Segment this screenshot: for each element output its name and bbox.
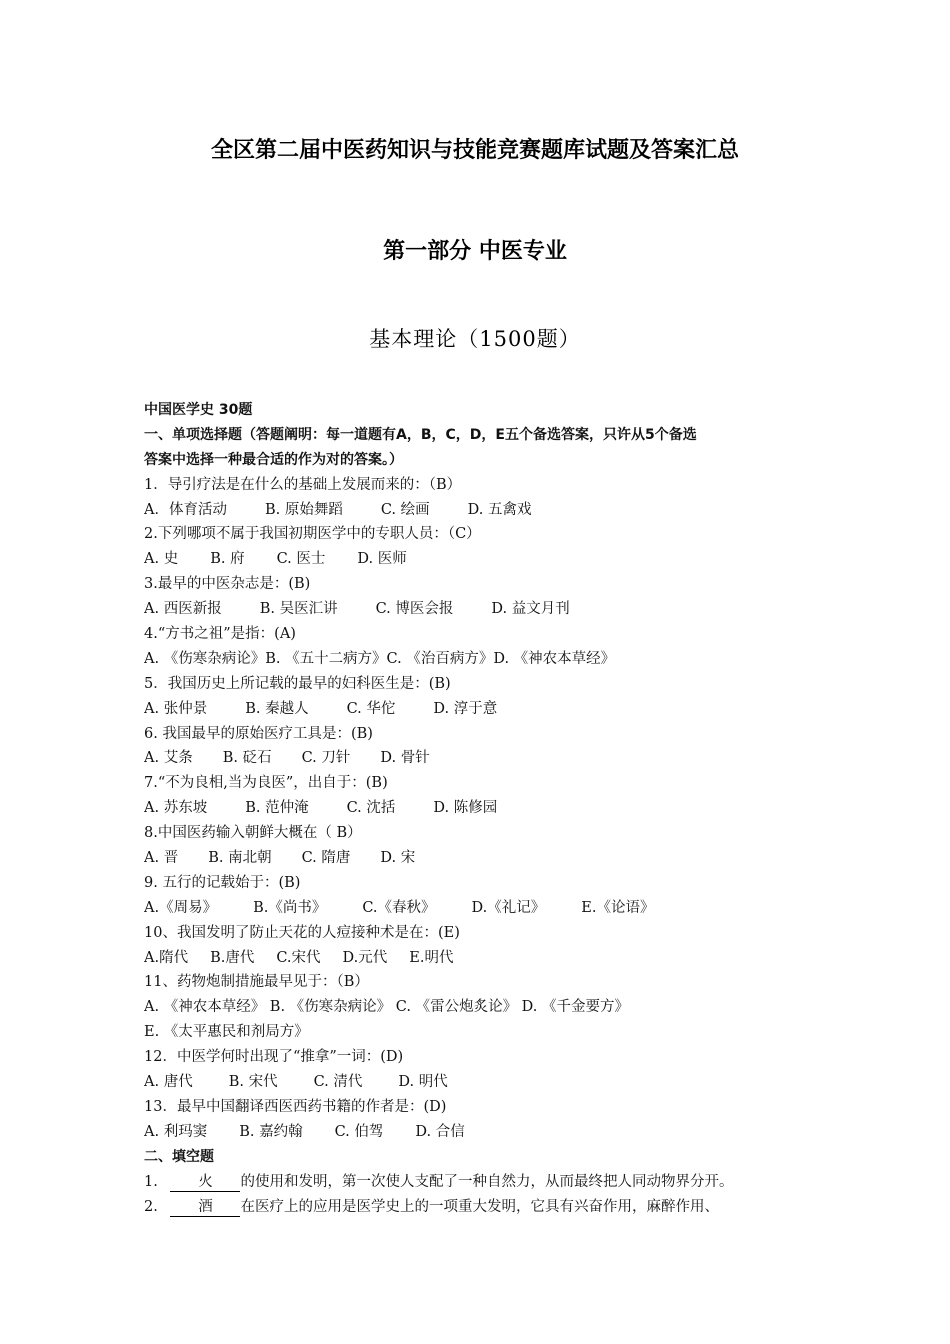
question-options — [144, 1070, 824, 1095]
option-label: D. 医师 — [357, 551, 407, 568]
option-label: C. 绘画 — [380, 501, 430, 518]
fill-text: 的使用和发明，第一次使人支配了一种自然力，从而最终把人同动物界分开。 — [240, 1173, 734, 1190]
question-options — [144, 697, 824, 722]
question-options — [144, 746, 824, 771]
option-label: C. 华佗 — [346, 700, 396, 717]
section-heading: 中国医学史 30题 — [144, 402, 253, 418]
option-label: D. 骨针 — [380, 750, 430, 767]
question-text: 12．中医学何时出现了“推拿”一词：(D) — [144, 1049, 404, 1066]
option-label: A.《周易》 — [144, 899, 218, 916]
option-label: D.《礼记》 — [471, 899, 546, 916]
option-label: B. 嘉约翰 — [239, 1123, 303, 1140]
option-label: D. 合信 — [415, 1123, 465, 1140]
question-text: 7.“不为良相,当为良医”，出自于：(B) — [144, 775, 388, 792]
part-title: 第一部分 中医专业 — [383, 239, 567, 264]
question-text: 6. 我国最早的原始医疗工具是：(B) — [144, 725, 373, 742]
option-label: A. 晋 — [144, 850, 179, 867]
question-text: 5．我国历史上所记载的最早的妇科医生是：(B) — [144, 675, 451, 692]
option-label: B.唐代 — [210, 949, 255, 966]
option-label: C.《春秋》 — [362, 899, 436, 916]
option-label: B. 宋代 — [228, 1074, 278, 1091]
question-options — [144, 995, 824, 1020]
question-text: 13．最早中国翻译西医西药书籍的作者是：(D) — [144, 1098, 447, 1115]
question-text: 11、药物炮制措施最早见于：（B） — [144, 974, 369, 991]
option-label: C. 隋唐 — [301, 850, 351, 867]
option-label: A.隋代 — [144, 949, 189, 966]
option-label: E.《论语》 — [581, 899, 655, 916]
question-text: 4.“方书之祖”是指：(A) — [144, 626, 296, 643]
question-text: 10、我国发明了防止天花的人痘接种术是在：(E) — [144, 924, 460, 941]
option-label: C. 博医会报 — [375, 601, 454, 618]
option-label: A. 史 — [144, 551, 179, 568]
mcq-heading-line1: 一、单项选择题（答题阐明：每一道题有A，B，C，D，E五个备选答案，只许从5个备选 — [144, 426, 697, 443]
fill-number: 2. — [144, 1198, 158, 1215]
fill-item — [144, 1170, 824, 1195]
option-label: B. 秦越人 — [245, 700, 309, 717]
document-body — [144, 398, 824, 1219]
question-options — [144, 1120, 824, 1145]
option-label: C. 医士 — [276, 551, 326, 568]
option-label: A．体育活动 — [144, 501, 227, 518]
option-label: B. 府 — [210, 551, 245, 568]
option-label: A. 苏东坡 — [144, 800, 208, 817]
question-text: 3.最早的中医杂志是：(B) — [144, 576, 311, 593]
question-options — [144, 896, 824, 921]
option-label: A. 艾条 — [144, 750, 193, 767]
fill-text: 在医疗上的应用是医学史上的一项重大发明，它具有兴奋作用，麻醉作用、 — [240, 1198, 719, 1215]
option-label: B. 砭石 — [222, 750, 272, 767]
question-options — [144, 647, 824, 672]
option-label: B. 范仲淹 — [245, 800, 309, 817]
option-label: D. 宋 — [380, 850, 416, 867]
option-label: A. 利玛窦 — [144, 1123, 208, 1140]
question-text: 2.下列哪项不属于我国初期医学中的专职人员：（C） — [144, 526, 481, 543]
option-label: B.《尚书》 — [253, 899, 327, 916]
question-options — [144, 796, 824, 821]
option-label: D. 明代 — [398, 1074, 448, 1091]
question-options — [144, 498, 824, 523]
fill-answer-blank: 酒 — [170, 1197, 240, 1217]
question-options — [144, 597, 824, 622]
option-label: D. 淳于意 — [433, 700, 498, 717]
option-label: A. 西医新报 — [144, 601, 222, 618]
question-options — [144, 846, 824, 871]
option-label: B. 吴医汇讲 — [259, 601, 338, 618]
question-text: 8.中国医药输入朝鲜大概在（ B） — [144, 825, 362, 842]
theory-title: 基本理论（1500题） — [369, 327, 581, 351]
question-extra-option: E. 《太平惠民和剂局方》 — [144, 1024, 309, 1041]
option-label: C. 刀针 — [301, 750, 351, 767]
fill-heading: 二、填空题 — [144, 1148, 214, 1165]
question-text: 9. 五行的记载始于：(B) — [144, 874, 301, 891]
option-label: E.明代 — [409, 949, 454, 966]
option-label: A. 《伤寒杂病论》B. 《五十二病方》C. 《治百病方》D. 《神农本草经》 — [144, 650, 616, 667]
document-title: 全区第二届中医药知识与技能竞赛题库试题及答案汇总 — [210, 138, 739, 163]
option-label: B. 南北朝 — [208, 850, 272, 867]
option-label: C. 清代 — [313, 1074, 363, 1091]
question-options — [144, 946, 824, 971]
option-label: A. 唐代 — [144, 1074, 193, 1091]
mcq-heading-line2: 答案中选择一种最合适的作为对的答案。） — [144, 451, 403, 468]
option-label: C. 伯驾 — [334, 1123, 384, 1140]
fill-number: 1. — [144, 1173, 158, 1190]
option-label: A. 张仲景 — [144, 700, 208, 717]
option-label: D. 益文月刊 — [491, 601, 570, 618]
option-label: C. 沈括 — [346, 800, 396, 817]
option-label: D. 五禽戏 — [467, 501, 532, 518]
question-list — [144, 473, 824, 1145]
option-label: D.元代 — [342, 949, 388, 966]
option-label: B. 原始舞蹈 — [264, 501, 343, 518]
option-label: D. 陈修园 — [433, 800, 498, 817]
question-text: 1．导引疗法是在什么的基础上发展而来的：（B） — [144, 476, 462, 493]
question-options — [144, 547, 824, 572]
fill-item — [144, 1195, 824, 1220]
option-label: A. 《神农本草经》 B. 《伤寒杂病论》 C. 《雷公炮炙论》 D. 《千金要方》 — [144, 999, 630, 1016]
option-label: C.宋代 — [276, 949, 321, 966]
fill-answer-blank: 火 — [170, 1172, 240, 1192]
